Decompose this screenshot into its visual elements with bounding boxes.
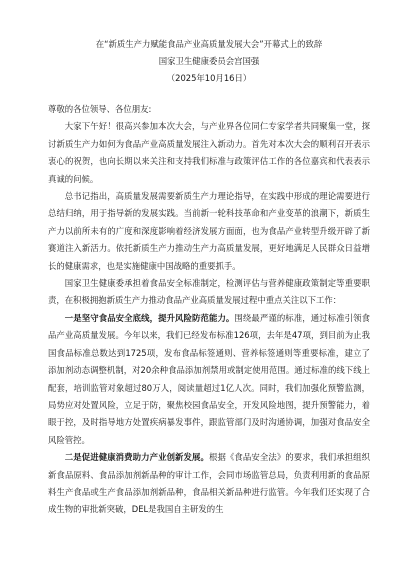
speech-title: 在“新质生产力赋能食品产业高质量发展大会”开幕式上的致辞 xyxy=(95,39,323,49)
point-two-text: 根据《食品安全法》的要求，我们承担组织新食品原料、食品添加剂新品种的审计工作，会同市场监管总局，负责利用新的食品原料生产食品或生产食品添加剂新品种，食品相关新品种进行监管。今年我们还实现了合成生物的审批新突破，DEL是我国自主研发的生 xyxy=(48,452,371,515)
point-one-text: 围绕最严谨的标准，通过标准引领食品产业高质量发展。今年以来，我们已经发布标准126项，去年是47项，到目前为止我国食品标准总数达到1725项，发布食品标签通则、营养标签通则等重要标准，建立了添加剂动态调整机制，对20余种食品添加剂禁用或制定使用范围。通过标准的线下线上配套，培训监管对象超过80万人，阅读量超过1亿人次。同时，我们加强化预警监测，局势应对处置风险，立足于防，聚焦校园食品安全，开发风险地图，提升预警能力，着眼于控，及时指导地方处置疾病暴发事件，跟监管部门及时沟通协调，加强对食品安全风险管控。 xyxy=(48,312,371,445)
paragraph-responsibilities: 国家卫生健康委承担着食品安全标准制定，检测评估与营养健康政策制定等重要职责，在积极拥抱新质生产力推动食品产业高质量发展过程中重点关注以下工作： xyxy=(48,278,370,306)
paragraph-theory: 总书记指出，高质量发展需要新质生产力理论指导，在实践中形成的理论需要进行总结归纳，用于指导新的发展实践。当前新一轮科技革命和产业变革的浪潮下，新质生产力以前所未有的广度和深度影响着经济发展方面面，也为食品产业转型升级开辟了新赛道注入新活力。依托新质生产力推动生产力高质量发展，更好地满足人民群众日益增长的健康需求，也是实施健康中国战略的重要抓手。 xyxy=(48,191,370,271)
speech-date: （2025年10月16日） xyxy=(166,73,252,83)
paragraph-food-safety xyxy=(48,310,370,449)
point-one-heading: 一是坚守食品安全底线，提升风险防范能力。 xyxy=(64,312,235,323)
paragraph-opening: 大家下午好！很高兴参加本次大会，与产业界各位同仁专家学者共同聚集一堂，探讨新质生产力如何为食品产业高质量发展注入新动力。首先对本次大会的顺利召开表示衷心的祝贺，也向长期以来关注和支持我们标准与政策评估工作的各位嘉宾和代表表示真诚的问候。 xyxy=(48,121,370,184)
point-two-heading: 二是促进健康消费助力产业创新发展。 xyxy=(64,452,209,463)
greeting: 尊敬的各位领导、各位朋友: xyxy=(48,104,152,114)
speaker-line: 国家卫生健康委员会宫国强 xyxy=(158,56,260,66)
paragraph-innovation xyxy=(48,449,370,519)
